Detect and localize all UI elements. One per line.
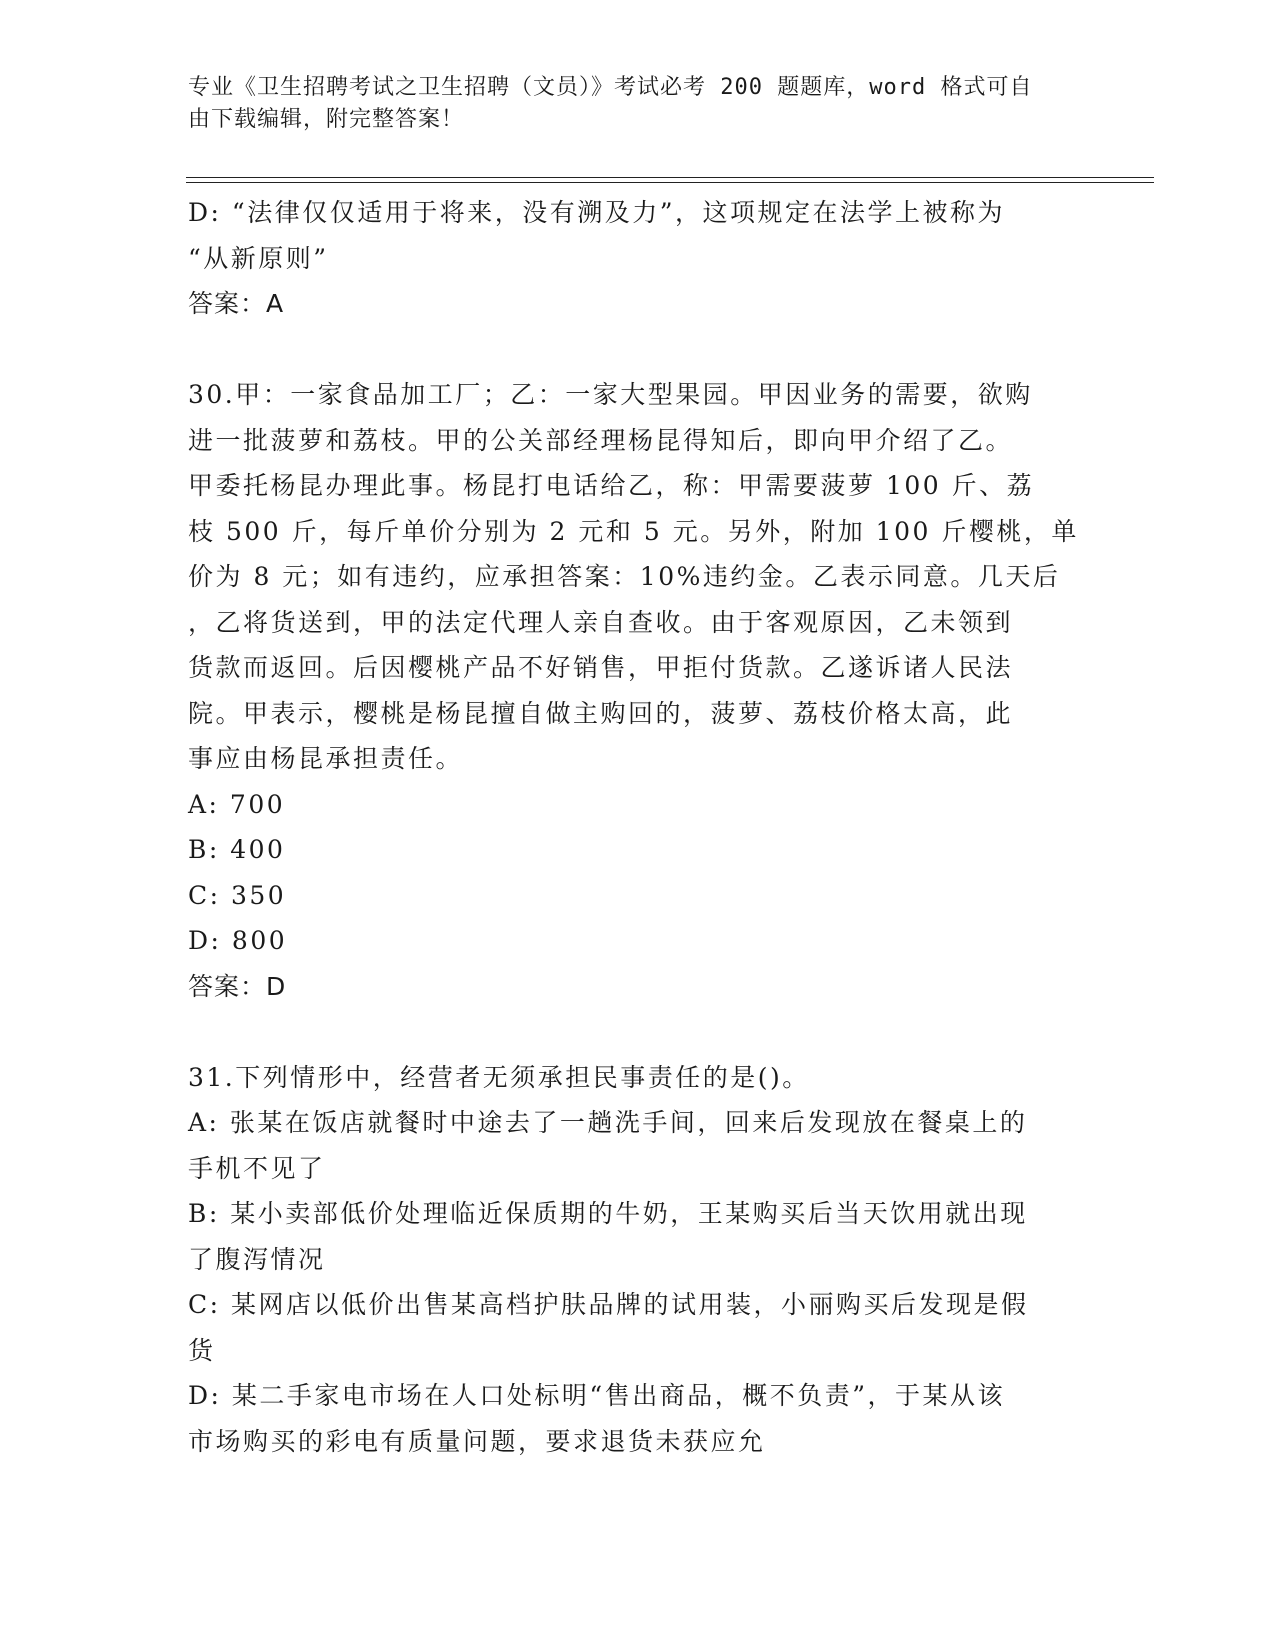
question-30 (188, 372, 1079, 1009)
prev-option-d-line-2: “从新原则” (188, 243, 329, 273)
q30-stem-line: 枝 500 斤，每斤单价分别为 2 元和 5 元。另外，附加 100 斤樱桃，单 (188, 516, 1079, 546)
header-line-1: 专业《卫生招聘考试之卫生招聘（文员）》考试必考 200 题题库，word 格式可自 (188, 75, 1033, 100)
q31-option-b-line-1: B: 某小卖部低价处理临近保质期的牛奶，王某购买后当天饮用就出现 (188, 1199, 1028, 1228)
q30-option-b: B: 400 (188, 835, 286, 864)
question-31 (188, 1055, 1068, 1465)
prev-option-d-line-1: D: “法律仅仅适用于将来，没有溯及力”，这项规定在法学上被称为 (188, 198, 1005, 227)
q30-option-c: C: 350 (188, 880, 287, 910)
q30-option-d: D: 800 (188, 926, 288, 955)
header-divider-top (186, 177, 1154, 178)
q31-option-c-line-2: 货 (188, 1335, 216, 1365)
q31-option-d-line-1: D: 某二手家电市场在人口处标明“售出商品，概不负责”，于某从该 (188, 1381, 1005, 1410)
spacer (188, 327, 1068, 373)
prev-answer: 答案：A (188, 289, 285, 318)
spacer (188, 1009, 1068, 1055)
q30-option-a: A: 700 (188, 789, 286, 819)
q30-stem-line: 院。甲表示，樱桃是杨昆擅自做主购回的，菠萝、荔枝价格太高，此 (188, 698, 1014, 728)
q30-stem-line: ，乙将货送到，甲的法定代理人亲自查收。由于客观原因，乙未领到 (188, 607, 1014, 637)
q31-option-a-line-1: A: 张某在饭店就餐时中途去了一趟洗手间，回来后发现放在餐桌上的 (188, 1108, 1028, 1137)
q31-option-a-line-2: 手机不见了 (188, 1153, 326, 1183)
q31-option-d-line-2: 市场购买的彩电有质量问题，要求退货未获应允 (188, 1426, 766, 1456)
q30-stem-line: 甲委托杨昆办理此事。杨昆打电话给乙，称：甲需要菠萝 100 斤、荔 (188, 471, 1035, 500)
header-line-2: 由下载编辑，附完整答案！ (188, 107, 465, 132)
q31-option-b-line-2: 了腹泻情况 (188, 1244, 326, 1274)
header-divider-bottom (186, 182, 1154, 183)
q30-stem-line: 价为 8 元；如有违约，应承担答案：10%违约金。乙表示同意。几天后 (188, 562, 1061, 591)
q30-stem-line: 进一批菠萝和荔枝。甲的公关部经理杨昆得知后，即向甲介绍了乙。 (188, 425, 1014, 455)
document-header (188, 72, 1068, 136)
q30-stem-line: 事应由杨昆承担责任。 (188, 744, 464, 773)
q31-stem: 31.下列情形中，经营者无须承担民事责任的是()。 (188, 1062, 810, 1092)
q30-stem-line: 货款而返回。后因樱桃产品不好销售，甲拒付货款。乙遂诉诸人民法 (188, 653, 1014, 682)
q30-stem-line: 30.甲：一家食品加工厂；乙：一家大型果园。甲因业务的需要，欲购 (188, 380, 1033, 409)
q30-answer: 答案：D (188, 971, 287, 1001)
question-content (188, 190, 1079, 1464)
q31-option-c-line-1: C: 某网店以低价出售某高档护肤品牌的试用装，小丽购买后发现是假 (188, 1290, 1029, 1319)
